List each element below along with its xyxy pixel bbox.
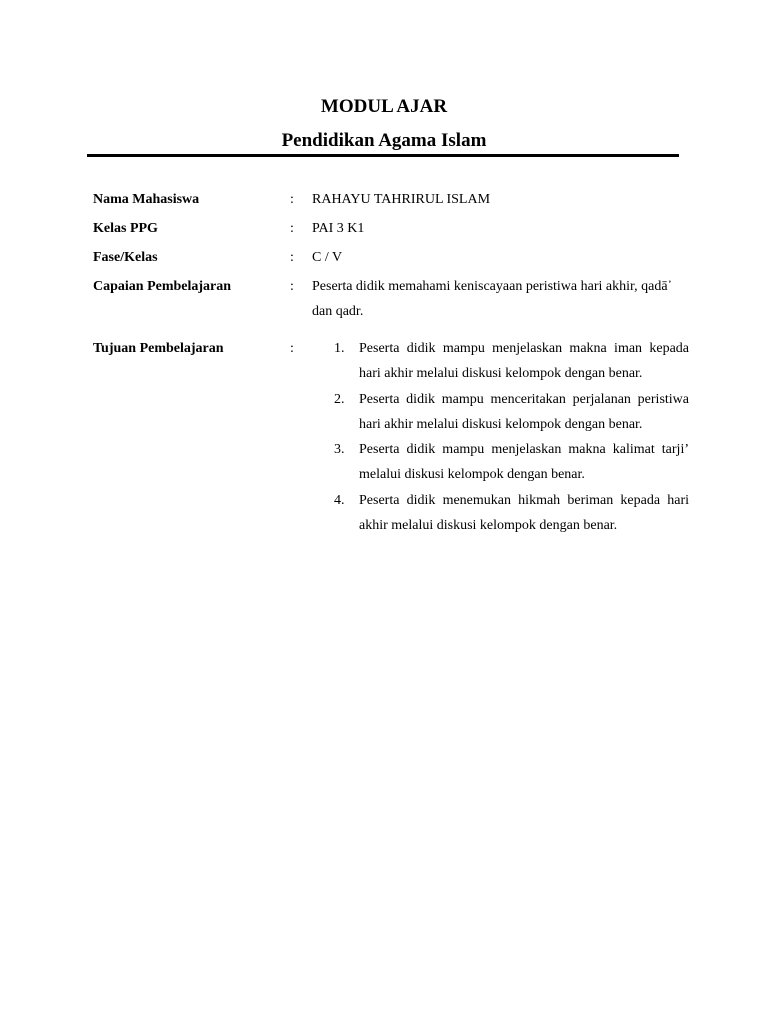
- field-label-nama-mahasiswa: Nama Mahasiswa: [93, 192, 200, 207]
- objective-item: [312, 336, 689, 387]
- field-label-fase-kelas: Fase/Kelas: [93, 250, 158, 265]
- objective-item: [312, 437, 689, 488]
- field-value-capaian-pembelajaran: Peserta didik memahami keniscayaan peristiwa hari akhir, qadā᾽ dan qadr.: [312, 279, 673, 319]
- field-value-kelas-ppg: PAI 3 K1: [312, 221, 365, 236]
- field-separator: :: [290, 279, 294, 294]
- objective-number: 1.: [334, 341, 345, 356]
- field-label-tujuan-pembelajaran: Tujuan Pembelajaran: [93, 341, 224, 356]
- field-separator: :: [290, 221, 294, 236]
- objective-item: [312, 387, 689, 438]
- objective-number: 4.: [334, 492, 345, 508]
- document-title: MODUL AJAR: [320, 96, 448, 117]
- field-label-capaian-pembelajaran: Capaian Pembelajaran: [93, 279, 232, 294]
- objective-number: 2.: [334, 391, 345, 407]
- objective-text: Peserta didik menemukan hikmah beriman kepada hari akhir melalui diskusi kelompok dengan benar.: [359, 492, 689, 534]
- field-separator: :: [290, 192, 294, 207]
- field-value-nama-mahasiswa: RAHAYU TAHRIRUL ISLAM: [312, 192, 491, 207]
- field-separator: :: [290, 250, 294, 265]
- objective-text: Peserta didik mampu menjelaskan makna iman kepada hari akhir melalui diskusi kelompok dengan benar.: [359, 341, 689, 382]
- title-underline: [87, 154, 679, 157]
- objective-item: [312, 488, 689, 539]
- objective-number: 3.: [334, 442, 345, 458]
- objective-text: Peserta didik mampu menjelaskan makna kalimat tarji’ melalui diskusi kelompok dengan benar.: [359, 442, 689, 483]
- objective-text: Peserta didik mampu menceritakan perjalanan peristiwa hari akhir melalui diskusi kelompok dengan benar.: [359, 391, 689, 432]
- field-label-kelas-ppg: Kelas PPG: [93, 221, 158, 236]
- field-separator: :: [290, 341, 294, 356]
- objectives-list: [312, 336, 689, 538]
- field-value-fase-kelas: C / V: [312, 250, 343, 265]
- document-subtitle: Pendidikan Agama Islam: [281, 130, 487, 151]
